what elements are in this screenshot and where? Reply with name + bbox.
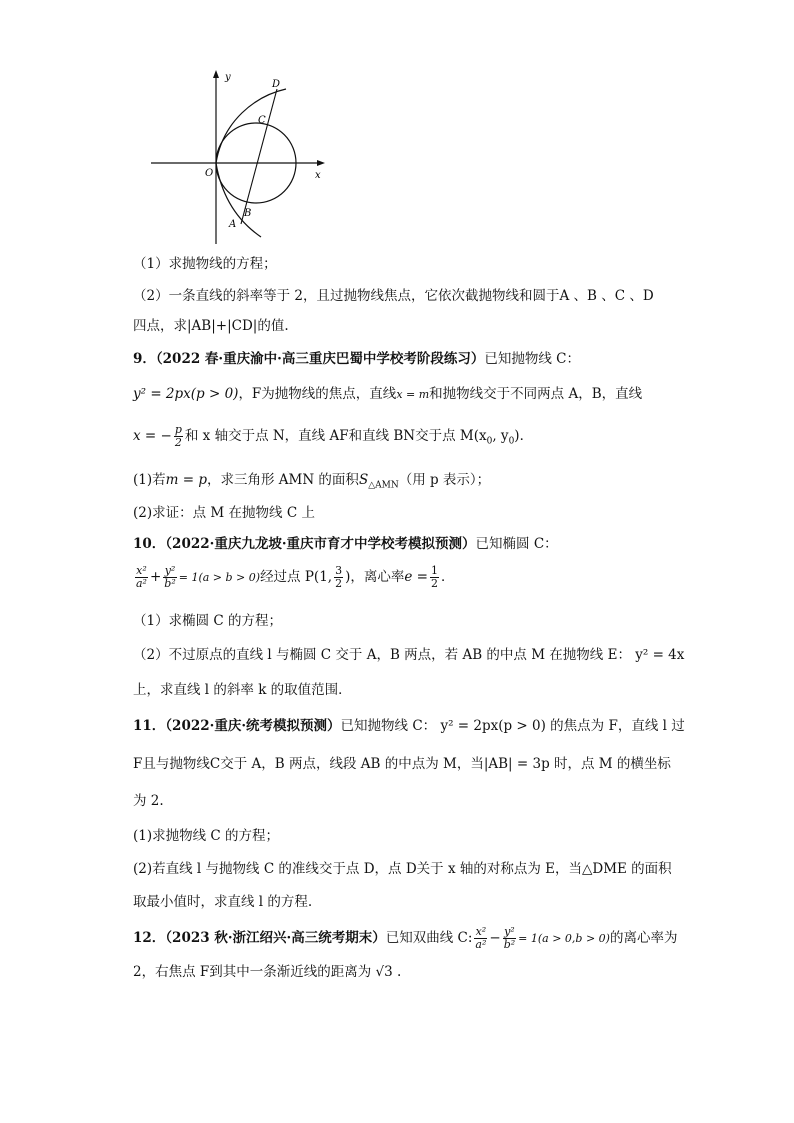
origin-label: O: [205, 168, 214, 179]
q9-number: 9．: [133, 351, 156, 367]
q9-l3-c: , y: [492, 428, 509, 444]
q9-sub1: 0: [508, 436, 515, 447]
q10-p-den: 2: [335, 577, 343, 590]
q11-header: [133, 716, 685, 736]
q10-part2-line2: 上，求直线 l 的斜率 k 的取值范围．: [133, 682, 352, 698]
q9-intro: 已知抛物线 C：: [484, 351, 580, 367]
q9-l3-x: x = −: [133, 428, 172, 444]
q10-frac-p: [334, 565, 343, 590]
q9-line3: [133, 424, 533, 452]
q12-fx-den: a²: [475, 938, 487, 951]
q10-p-num: 3: [335, 564, 343, 577]
y-axis-arrow: [213, 70, 219, 78]
q10-e-den: 2: [430, 577, 438, 590]
q11-part1: (1)求抛物线 C 的方程；: [133, 828, 280, 844]
point-a-label: A: [229, 219, 237, 230]
q9-line2: [133, 384, 642, 405]
parabola-circle-figure: [145, 66, 335, 246]
q11-line3: 为 2.: [133, 793, 164, 809]
q12-fy-den: b²: [503, 938, 516, 951]
y-label: y: [225, 72, 231, 83]
q10-frac-x: [135, 565, 148, 590]
q9-p1-b: m = p: [165, 472, 207, 488]
q11-part2-line2: 取最小值时，求直线 l 的方程.: [133, 894, 313, 910]
q8-part2-line2: 四点，求|AB|+|CD|的值.: [133, 318, 289, 334]
q12-fy-num: y²: [504, 925, 515, 938]
q11-part2-line1: (2)若直线 l 与抛物线 C 的准线交于点 D，点 D关于 x 轴的对称点为 E，当△DME 的面积: [133, 861, 672, 877]
q9-part1: [133, 470, 490, 496]
q12-frac-y: [503, 926, 516, 951]
q10-frac-e: [430, 565, 439, 590]
q9-frac-den: 2: [174, 436, 182, 449]
q9-frac-num: p: [174, 423, 182, 436]
q11-number: 11．: [133, 718, 166, 734]
q11-line2: F且与抛物线C交于 A，B 两点，线段 AB 的中点为 M，当|AB| = 3p 时，点 M 的横坐标: [133, 756, 671, 772]
q9-frac-p2: [174, 424, 183, 449]
q10-fy-den: b²: [164, 577, 176, 590]
q12-frac-x: [474, 926, 487, 951]
q12-eq: = 1(a > 0,b > 0): [518, 932, 610, 945]
q10-fy-num: y²: [164, 564, 176, 577]
q9-part2: (2)求证：点 M 在抛物线 C 上: [133, 505, 315, 521]
point-c-label: C: [258, 115, 266, 126]
q10-number: 10．: [133, 536, 166, 552]
q9-line-xm: x = m: [396, 388, 430, 401]
q10-header: [133, 534, 558, 554]
q8-part1: （1）求抛物线的方程；: [133, 256, 277, 272]
q12-line2: 2，右焦点 F到其中一条渐近线的距离为 √3 .: [133, 964, 402, 980]
q10-e: e =: [404, 569, 428, 585]
q12-minus: −: [489, 930, 501, 946]
q9-l2-text2: 和抛物线交于不同两点 A，B，直线: [429, 386, 643, 402]
x-axis-arrow: [317, 160, 325, 166]
q12-after: 的离心率为: [609, 930, 678, 946]
q9-l3-text: 和 x 轴交于点 N，直线 AF和直线 BN交于点 M(x: [184, 428, 487, 444]
q12-header: [133, 926, 677, 951]
q9-p1-d: S: [358, 472, 369, 488]
q10-intro: 已知椭圆 C：: [475, 536, 558, 552]
q10-fx-den: a²: [136, 577, 147, 590]
point-d-label: D: [272, 79, 281, 90]
point-b-label: B: [244, 208, 252, 219]
q10-ellipse-line: [133, 565, 454, 590]
q9-l2-text: ，F为抛物线的焦点，直线: [238, 386, 397, 402]
q12-source: （2023 秋·浙江绍兴·高三统考期末）: [165, 930, 386, 946]
q9-p1-c: ，求三角形 AMN 的面积: [206, 472, 359, 488]
q12-fx-num: x²: [475, 925, 487, 938]
q10-part1: （1）求椭圆 C 的方程；: [133, 613, 283, 629]
q12-intro: 已知双曲线 C:: [385, 930, 473, 946]
q12-number: 12．: [133, 930, 166, 946]
q10-fx-num: x²: [136, 564, 147, 577]
q10-frac-y: [163, 565, 176, 590]
q9-l3-d: )．: [514, 428, 534, 444]
q11-line1: 已知抛物线 C： y² = 2px(p > 0) 的焦点为 F，直线 l 过: [340, 718, 685, 734]
q10-part2-line1: （2）不过原点的直线 l 与椭圆 C 交于 A，B 两点，若 AB 的中点 M 在抛物线 E： y² = 4x: [133, 647, 685, 663]
q10-e-num: 1: [430, 564, 438, 577]
q10-pass: 经过点 P(1,: [260, 569, 333, 585]
q10-plus: +: [149, 569, 162, 585]
x-label: x: [315, 170, 321, 181]
q9-sub0: 0: [486, 436, 493, 447]
q9-p1-f: （用 p 表示）；: [398, 472, 491, 488]
q9-header: [133, 349, 580, 369]
q10-source: （2022·重庆九龙坡·重庆市育才中学校考模拟预测）: [165, 536, 476, 552]
q9-p1-a: (1)若: [133, 472, 166, 488]
q10-pass-end: )，离心率: [345, 569, 405, 585]
q10-period: ．: [440, 569, 455, 585]
q11-source: （2022·重庆·统考模拟预测）: [165, 718, 341, 734]
q10-eq: = 1(a > b > 0): [178, 571, 261, 584]
q9-source: （2022 春·重庆渝中·高三重庆巴蜀中学校考阶段练习）: [155, 351, 485, 367]
q9-p1-e: △AMN: [368, 480, 399, 491]
q9-parabola-eq: y² = 2px(p > 0): [133, 386, 239, 402]
q8-part2-line1: （2）一条直线的斜率等于 2，且过抛物线焦点，它依次截抛物线和圆于A 、B 、C 、D: [133, 288, 654, 304]
